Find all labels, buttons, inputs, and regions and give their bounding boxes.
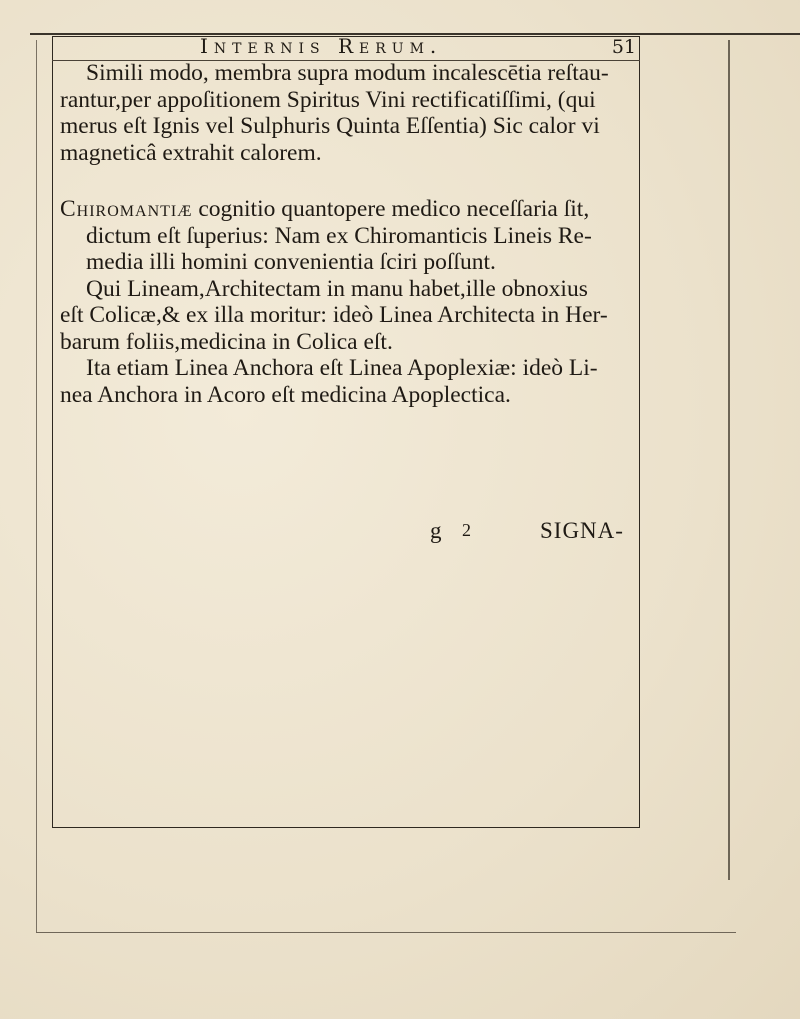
body-text bbox=[60, 60, 640, 408]
paragraph-1 bbox=[60, 60, 640, 166]
text-line: Qui Lineam,Architectam in manu habet,ille obnoxius bbox=[86, 275, 588, 302]
signature-mark: g bbox=[430, 518, 442, 543]
text-line: Simili modo, membra supra modum incalescētia reſtau- bbox=[86, 60, 609, 86]
text-line: rantur,per appoſitionem Spiritus Vini rectificatiſſimi, (qui bbox=[60, 86, 596, 113]
text-line: barum foliis,medicina in Colica eſt. bbox=[60, 328, 393, 355]
page-edge-bottom bbox=[36, 932, 736, 933]
page-edge-right bbox=[728, 40, 730, 880]
text-line: Ita etiam Linea Anchora eſt Linea Apoplexiæ: ideò Li- bbox=[86, 355, 598, 381]
paragraph-2 bbox=[60, 196, 640, 276]
paragraph-4 bbox=[60, 355, 640, 408]
text-line: eſt Colicæ,& ex illa moritur: ideò Linea Architecta in Her- bbox=[60, 302, 608, 328]
text-line: nea Anchora in Acoro eſt medicina Apoplectica. bbox=[60, 381, 511, 408]
signature-number: 2 bbox=[462, 520, 471, 540]
page-footer bbox=[430, 518, 640, 548]
running-head: Internis Rerum. bbox=[200, 34, 443, 58]
page-edge-left bbox=[36, 40, 37, 932]
small-caps-lead: Chiromantiæ bbox=[60, 196, 193, 222]
text-line: magneticâ extrahit calorem. bbox=[60, 139, 322, 166]
text-line: media illi homini convenientia ſciri poſſunt. bbox=[86, 249, 496, 275]
catchword: SIGNA- bbox=[540, 518, 624, 543]
page-number: 51 bbox=[611, 36, 636, 58]
text-line bbox=[60, 196, 640, 223]
text-line-rest: cognitio quantopere medico neceſſaria ſit, bbox=[192, 196, 590, 222]
text-line: dictum eſt ſuperius: Nam ex Chiromanticis Lineis Re- bbox=[86, 222, 592, 249]
paragraph-3 bbox=[60, 276, 640, 356]
page-header bbox=[200, 34, 640, 62]
text-line: merus eſt Ignis vel Sulphuris Quinta Eſſentia) Sic calor vi bbox=[60, 113, 600, 139]
